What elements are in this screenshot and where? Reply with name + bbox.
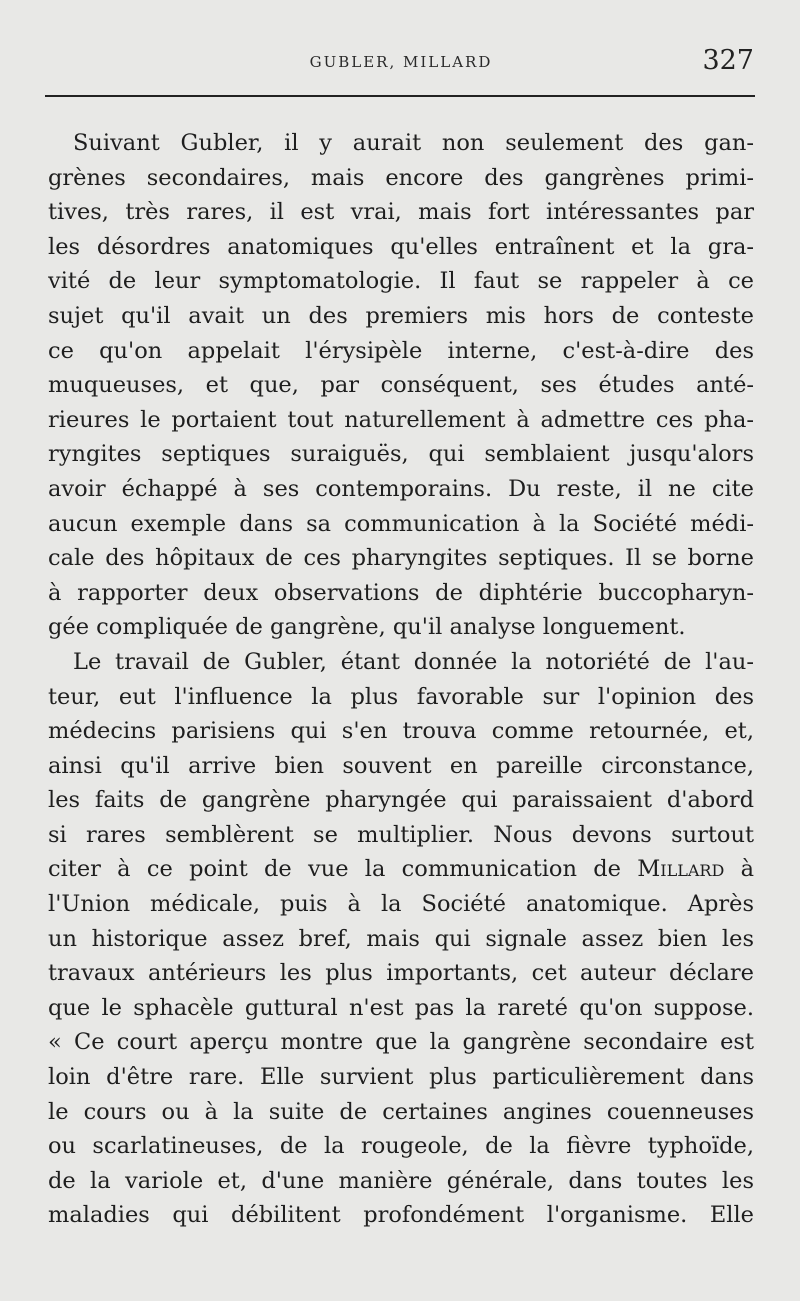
text-line: tives, très rares, il est vrai, mais fort intéressantes par [48, 199, 754, 226]
text-line: loin d'être rare. Elle survient plus particulièrement dans [48, 1064, 754, 1091]
text-line: gée compliquée de gangrène, qu'il analyse longuement. [48, 614, 686, 641]
text-line: médecins parisiens qui s'en trouva comme retournée, et, [48, 718, 754, 745]
text-line: rieures le portaient tout naturellement à admettre ces pha- [48, 406, 754, 433]
text-line: travaux antérieurs les plus importants, cet auteur déclare [48, 960, 754, 987]
text-line: vité de leur symptomatologie. Il faut se rappeler à ce [48, 268, 754, 295]
text-line: ainsi qu'il arrive bien souvent en pareille circonstance, [48, 752, 754, 779]
text-line: l'Union médicale, puis à la Société anatomique. Après [48, 891, 754, 918]
text-line: les faits de gangrène pharyngée qui paraissaient d'abord [48, 787, 754, 814]
running-title: GUBLER, MILLARD [309, 53, 493, 71]
text-line: ce qu'on appelait l'érysipèle interne, c'est-à-dire des [48, 337, 754, 364]
line-suffix: à [724, 856, 754, 883]
text-line: muqueuses, et que, par conséquent, ses études anté- [48, 372, 754, 399]
page-number: 327 [702, 45, 754, 76]
text-line-millard [48, 852, 754, 887]
text-line: teur, eut l'influence la plus favorable sur l'opinion des [48, 683, 754, 710]
author-name-millard: Millard [637, 856, 725, 883]
text-line: Le travail de Gubler, étant donnée la notoriété de l'au- [73, 648, 754, 675]
text-line: sujet qu'il avait un des premiers mis hors de conteste [48, 302, 754, 329]
text-line: avoir échappé à ses contemporains. Du reste, il ne cite [48, 475, 754, 502]
text-line: un historique assez bref, mais qui signale assez bien les [48, 925, 754, 952]
text-line: à rapporter deux observations de diphtérie buccopharyn- [48, 579, 754, 606]
text-line: que le sphacèle guttural n'est pas la rareté qu'on suppose. [48, 994, 754, 1021]
text-line: de la variole et, d'une manière générale, dans toutes les [48, 1167, 754, 1194]
text-line: aucun exemple dans sa communication à la Société médi- [48, 510, 754, 537]
running-head [48, 45, 754, 78]
text-line: si rares semblèrent se multiplier. Nous devons surtout [48, 821, 754, 848]
text-line: les désordres anatomiques qu'elles entraînent et la gra- [48, 233, 754, 260]
body-text [48, 126, 754, 1233]
text-line: ou scarlatineuses, de la rougeole, de la fièvre typhoïde, [48, 1133, 754, 1160]
text-line: maladies qui débilitent profondément l'organisme. Elle [48, 1202, 754, 1229]
line-text: citer à ce point de vue la communication de [48, 856, 621, 883]
text-line: « Ce court aperçu montre que la gangrène secondaire est [48, 1029, 754, 1056]
text-line: cale des hôpitaux de ces pharyngites septiques. Il se borne [48, 545, 754, 572]
text-line: grènes secondaires, mais encore des gangrènes primi- [48, 164, 754, 191]
text-line: ryngites septiques suraiguës, qui semblaient jusqu'alors [48, 441, 754, 468]
header-rule [45, 95, 755, 97]
text-line: Suivant Gubler, il y aurait non seulement des gan- [73, 130, 754, 156]
text-line: le cours ou à la suite de certaines angines couenneuses [48, 1098, 754, 1125]
